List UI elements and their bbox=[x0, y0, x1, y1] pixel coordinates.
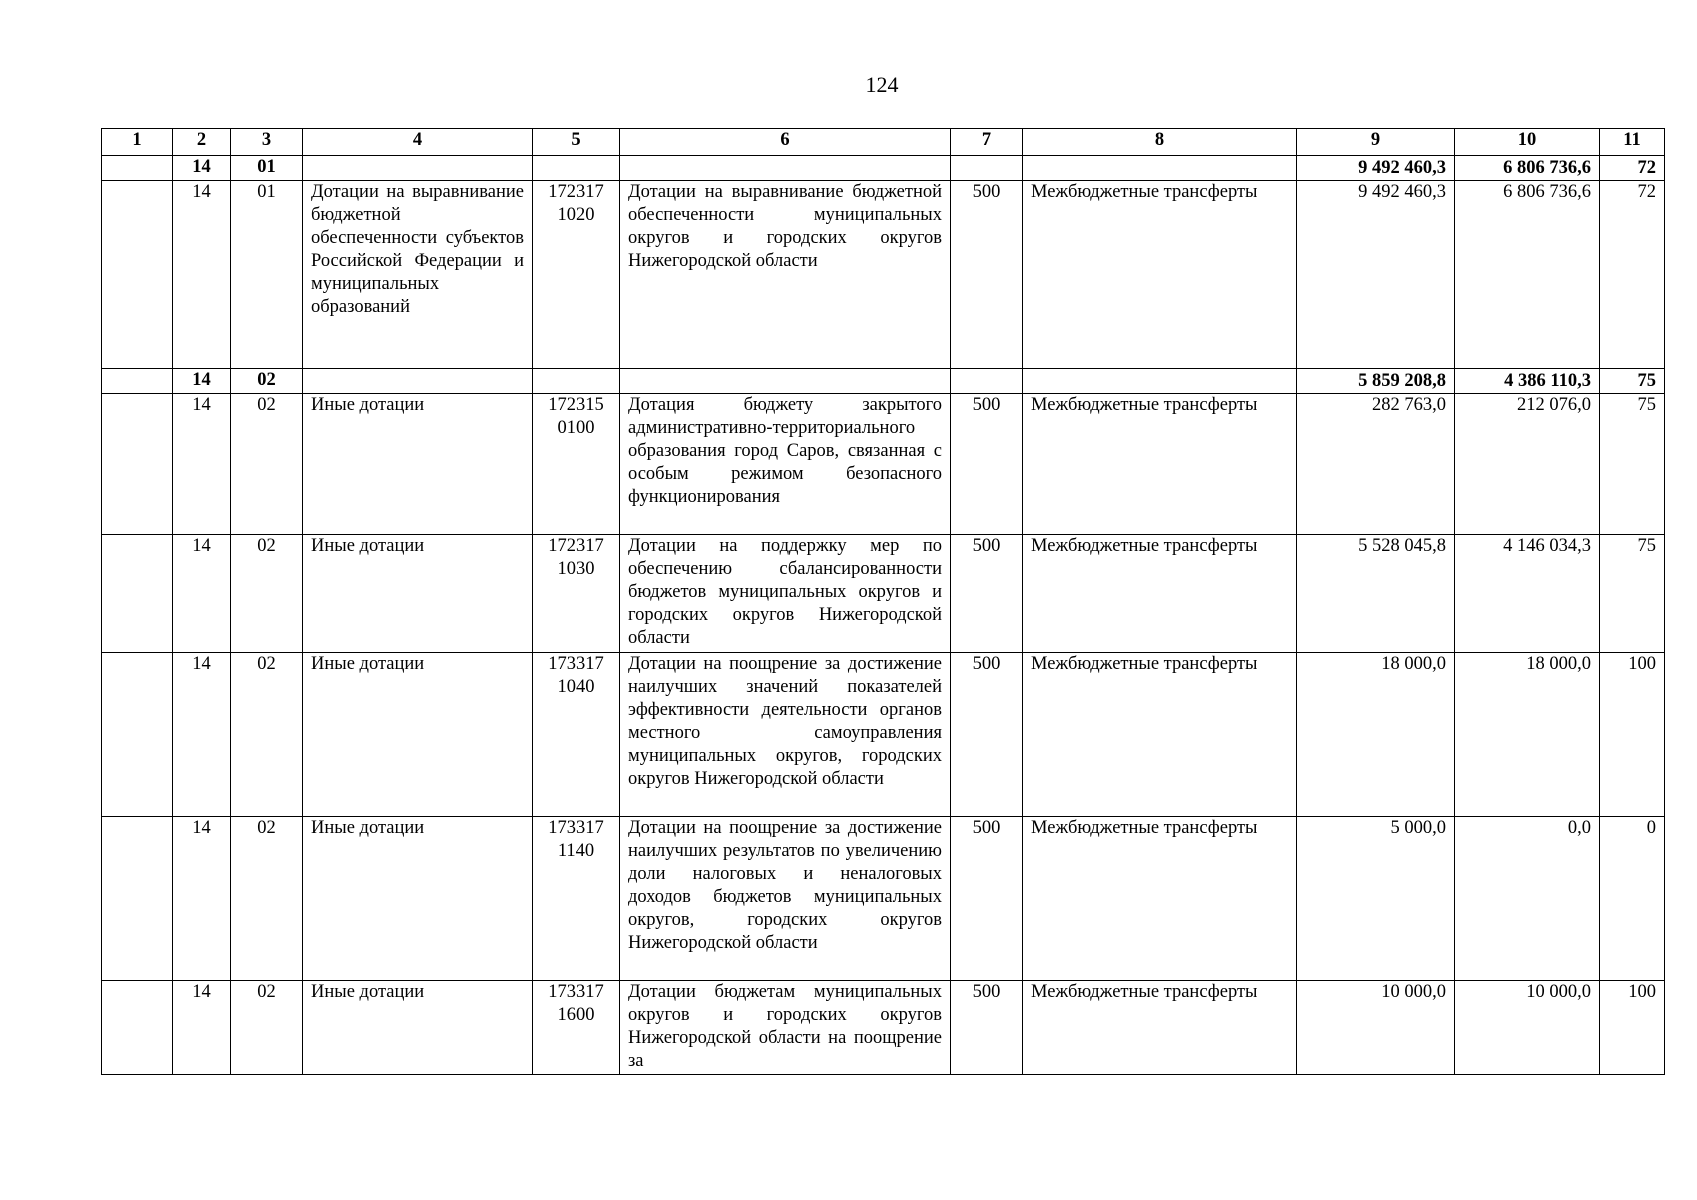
cell-name: Иные дотации bbox=[303, 394, 533, 535]
cell-percent: 72 bbox=[1600, 181, 1665, 369]
cell-subsection: 01 bbox=[231, 181, 303, 369]
cell-section: 14 bbox=[173, 181, 231, 369]
header-cell: 4 bbox=[303, 129, 533, 156]
cell-col1 bbox=[102, 394, 173, 535]
cell-percent: 75 bbox=[1600, 535, 1665, 653]
cell-name: Иные дотации bbox=[303, 653, 533, 817]
header-row bbox=[102, 129, 1665, 156]
cell-type-code: 500 bbox=[951, 981, 1023, 1075]
cell-plan: 5 000,0 bbox=[1297, 817, 1455, 981]
cell-description bbox=[620, 156, 951, 181]
cell-code: 173317 1600 bbox=[533, 981, 620, 1075]
cell-percent: 75 bbox=[1600, 394, 1665, 535]
cell-type-name: Межбюджетные трансферты bbox=[1023, 535, 1297, 653]
subtotal-row bbox=[102, 369, 1665, 394]
cell-plan: 9 492 460,3 bbox=[1297, 156, 1455, 181]
cell-section: 14 bbox=[173, 394, 231, 535]
cell-type-name: Межбюджетные трансферты bbox=[1023, 394, 1297, 535]
cell-col1 bbox=[102, 981, 173, 1075]
cell-plan: 282 763,0 bbox=[1297, 394, 1455, 535]
cell-code: 172317 1020 bbox=[533, 181, 620, 369]
cell-name bbox=[303, 369, 533, 394]
cell-code bbox=[533, 156, 620, 181]
cell-fact: 6 806 736,6 bbox=[1455, 156, 1600, 181]
header-cell: 6 bbox=[620, 129, 951, 156]
cell-fact: 6 806 736,6 bbox=[1455, 181, 1600, 369]
header-cell: 9 bbox=[1297, 129, 1455, 156]
cell-code: 173317 1040 bbox=[533, 653, 620, 817]
cell-subsection: 02 bbox=[231, 981, 303, 1075]
cell-type-name bbox=[1023, 156, 1297, 181]
cell-type-name: Межбюджетные трансферты bbox=[1023, 981, 1297, 1075]
cell-percent: 75 bbox=[1600, 369, 1665, 394]
cell-fact: 212 076,0 bbox=[1455, 394, 1600, 535]
cell-fact: 4 146 034,3 bbox=[1455, 535, 1600, 653]
cell-type-name: Межбюджетные трансферты bbox=[1023, 817, 1297, 981]
cell-col1 bbox=[102, 181, 173, 369]
header-cell: 10 bbox=[1455, 129, 1600, 156]
table-row bbox=[102, 817, 1665, 981]
table-row bbox=[102, 394, 1665, 535]
header-cell: 8 bbox=[1023, 129, 1297, 156]
cell-col1 bbox=[102, 653, 173, 817]
cell-name: Дотации на выравнивание бюджетной обеспеченности субъектов Российской Федерации и муниципальных образований bbox=[303, 181, 533, 369]
header-cell: 5 bbox=[533, 129, 620, 156]
header-cell: 2 bbox=[173, 129, 231, 156]
cell-fact: 18 000,0 bbox=[1455, 653, 1600, 817]
cell-section: 14 bbox=[173, 369, 231, 394]
table-row bbox=[102, 535, 1665, 653]
cell-subsection: 02 bbox=[231, 369, 303, 394]
cell-description: Дотации на поощрение за достижение наилучших результатов по увеличению доли налоговых и неналоговых доходов бюджетов муниципальных округов, городских округов Нижегородской области bbox=[620, 817, 951, 981]
cell-type-code bbox=[951, 156, 1023, 181]
cell-description: Дотации на поощрение за достижение наилучших значений показателей эффективности деятельности органов местного самоуправления муниципальных округов, городских округов Нижегородской области bbox=[620, 653, 951, 817]
cell-type-code: 500 bbox=[951, 535, 1023, 653]
header-cell: 11 bbox=[1600, 129, 1665, 156]
cell-type-code: 500 bbox=[951, 394, 1023, 535]
header-cell: 1 bbox=[102, 129, 173, 156]
table-row bbox=[102, 981, 1665, 1075]
cell-section: 14 bbox=[173, 817, 231, 981]
cell-col1 bbox=[102, 156, 173, 181]
cell-type-name: Межбюджетные трансферты bbox=[1023, 181, 1297, 369]
cell-section: 14 bbox=[173, 981, 231, 1075]
cell-name: Иные дотации bbox=[303, 817, 533, 981]
cell-subsection: 01 bbox=[231, 156, 303, 181]
cell-name: Иные дотации bbox=[303, 981, 533, 1075]
subtotal-row bbox=[102, 156, 1665, 181]
cell-type-code: 500 bbox=[951, 817, 1023, 981]
cell-percent: 0 bbox=[1600, 817, 1665, 981]
cell-type-code: 500 bbox=[951, 653, 1023, 817]
cell-fact: 10 000,0 bbox=[1455, 981, 1600, 1075]
cell-subsection: 02 bbox=[231, 817, 303, 981]
cell-description: Дотации на выравнивание бюджетной обеспеченности муниципальных округов и городских округов Нижегородской области bbox=[620, 181, 951, 369]
cell-code bbox=[533, 369, 620, 394]
cell-subsection: 02 bbox=[231, 394, 303, 535]
cell-description: Дотации бюджетам муниципальных округов и городских округов Нижегородской области на поощрение за bbox=[620, 981, 951, 1075]
cell-subsection: 02 bbox=[231, 535, 303, 653]
cell-plan: 9 492 460,3 bbox=[1297, 181, 1455, 369]
header-cell: 3 bbox=[231, 129, 303, 156]
cell-section: 14 bbox=[173, 653, 231, 817]
table-row bbox=[102, 181, 1665, 369]
budget-table bbox=[101, 128, 1665, 1075]
cell-name bbox=[303, 156, 533, 181]
cell-plan: 5 528 045,8 bbox=[1297, 535, 1455, 653]
cell-code: 173317 1140 bbox=[533, 817, 620, 981]
cell-description: Дотация бюджету закрытого административно-территориального образования город Саров, связанная с особым режимом безопасного функционирования bbox=[620, 394, 951, 535]
cell-plan: 18 000,0 bbox=[1297, 653, 1455, 817]
cell-col1 bbox=[102, 817, 173, 981]
cell-plan: 5 859 208,8 bbox=[1297, 369, 1455, 394]
cell-plan: 10 000,0 bbox=[1297, 981, 1455, 1075]
cell-type-code: 500 bbox=[951, 181, 1023, 369]
cell-section: 14 bbox=[173, 535, 231, 653]
cell-percent: 100 bbox=[1600, 981, 1665, 1075]
cell-name: Иные дотации bbox=[303, 535, 533, 653]
page-number: 124 bbox=[865, 72, 899, 97]
cell-type-name: Межбюджетные трансферты bbox=[1023, 653, 1297, 817]
cell-col1 bbox=[102, 369, 173, 394]
header-cell: 7 bbox=[951, 129, 1023, 156]
cell-col1 bbox=[102, 535, 173, 653]
cell-code: 172317 1030 bbox=[533, 535, 620, 653]
cell-code: 172315 0100 bbox=[533, 394, 620, 535]
cell-section: 14 bbox=[173, 156, 231, 181]
cell-description bbox=[620, 369, 951, 394]
cell-percent: 72 bbox=[1600, 156, 1665, 181]
table-row bbox=[102, 653, 1665, 817]
cell-percent: 100 bbox=[1600, 653, 1665, 817]
cell-type-name bbox=[1023, 369, 1297, 394]
cell-description: Дотации на поддержку мер по обеспечению сбалансированности бюджетов муниципальных округов и городских округов Нижегородской области bbox=[620, 535, 951, 653]
cell-subsection: 02 bbox=[231, 653, 303, 817]
cell-fact: 0,0 bbox=[1455, 817, 1600, 981]
cell-type-code bbox=[951, 369, 1023, 394]
cell-fact: 4 386 110,3 bbox=[1455, 369, 1600, 394]
